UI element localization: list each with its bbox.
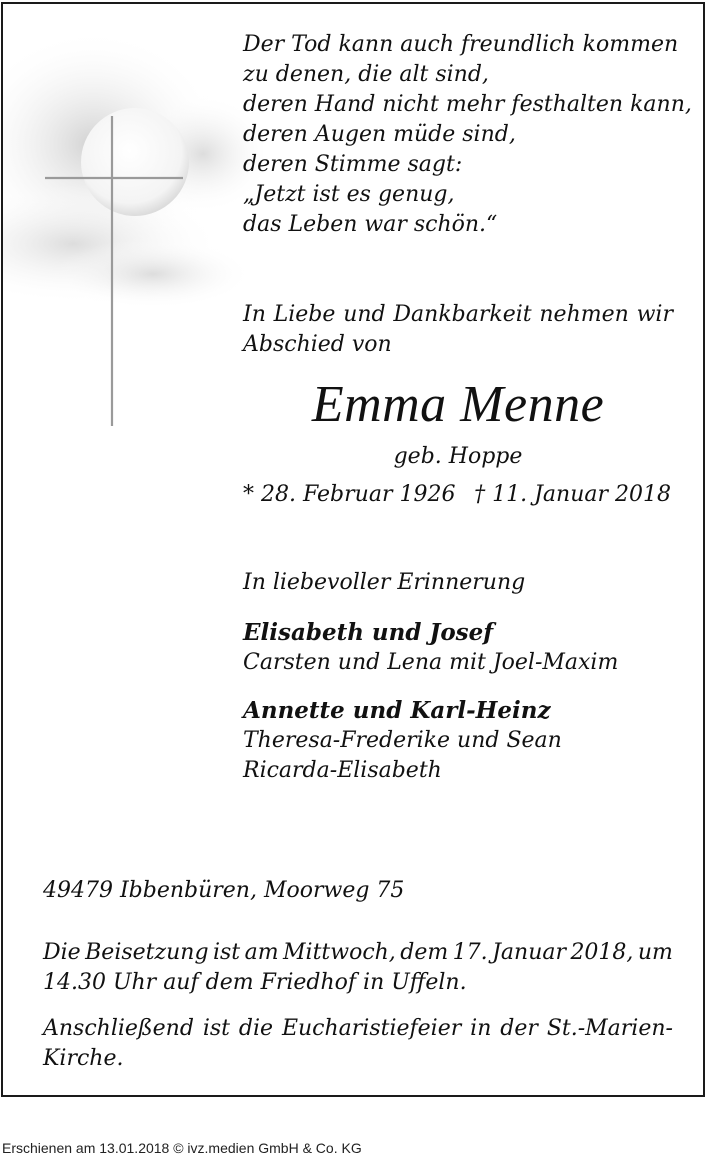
intro-word: nehmen — [539, 302, 629, 327]
mass-word: St.-Marien- — [546, 1016, 673, 1041]
funeral-word: Die — [43, 940, 81, 965]
mass-word: Anschließend — [43, 1016, 194, 1041]
mass-info — [43, 1014, 673, 1074]
funeral-info — [43, 938, 673, 998]
intro-word: wir — [636, 302, 673, 327]
funeral-word: ist — [212, 940, 241, 965]
family-member: Theresa-Frederike und Sean — [243, 728, 562, 753]
deceased-name: Emma Menne — [311, 376, 605, 433]
mass-word: ist — [202, 1016, 230, 1041]
birth-date: * 28. Februar 1926 — [243, 482, 456, 507]
mourning-address: 49479 Ibbenbüren, Moorweg 75 — [43, 878, 405, 903]
publication-footer: Erschienen am 13.01.2018 © ivz.medien GmbH & Co. KG — [2, 1140, 362, 1156]
farewell-intro — [243, 300, 673, 360]
funeral-word: Januar — [492, 940, 566, 965]
cross-moon-illustration — [3, 4, 263, 444]
poem-line: Der Tod kann auch freundlich kommen — [243, 32, 679, 57]
poem-line: „Jetzt ist es genug, — [243, 182, 455, 207]
intro-word: und — [343, 302, 386, 327]
poem-line: deren Augen müde sind, — [243, 122, 516, 147]
intro-line-1 — [243, 300, 673, 330]
death-date: † 11. Januar 2018 — [474, 482, 671, 507]
mass-word: Eucharistiefeier — [281, 1016, 462, 1041]
mass-line-2: Kirche. — [43, 1046, 124, 1071]
mass-word: in — [470, 1016, 492, 1041]
funeral-line-2: 14.30 Uhr auf dem Friedhof in Uffeln. — [43, 970, 467, 995]
poem-line: deren Stimme sagt: — [243, 152, 463, 177]
intro-line-2: Abschied von — [243, 332, 392, 357]
funeral-word: um — [637, 940, 673, 965]
poem-line: deren Hand nicht mehr festhalten kann, — [243, 92, 692, 117]
mass-word: der — [500, 1016, 538, 1041]
funeral-word: Mittwoch, — [283, 940, 396, 965]
poem-line: das Leben war schön.“ — [243, 212, 498, 237]
funeral-line-1 — [43, 938, 673, 968]
life-dates — [243, 480, 671, 510]
memory-heading: In liebevoller Erinnerung — [243, 570, 526, 595]
funeral-word: Beisetzung — [85, 940, 209, 965]
intro-word: In — [243, 302, 266, 327]
poem — [243, 30, 692, 240]
family-group — [243, 618, 618, 678]
poem-line: zu denen, die alt sind, — [243, 62, 489, 87]
funeral-word: 17. — [452, 940, 488, 965]
family-head: Annette und Karl-Heinz — [243, 697, 551, 724]
mass-line-1 — [43, 1014, 673, 1044]
family-member: Carsten und Lena mit Joel-Maxim — [243, 650, 619, 675]
funeral-word: 2018, — [570, 940, 634, 965]
family-group — [243, 696, 562, 786]
obituary-frame — [1, 2, 705, 1097]
intro-word: Liebe — [273, 302, 336, 327]
family-member: Ricarda-Elisabeth — [243, 758, 442, 783]
funeral-word: am — [244, 940, 279, 965]
family-head: Elisabeth und Josef — [243, 619, 494, 646]
funeral-word: dem — [400, 940, 449, 965]
intro-word: Dankbarkeit — [393, 302, 532, 327]
birth-name: geb. Hoppe — [393, 444, 523, 469]
mass-word: die — [238, 1016, 274, 1041]
